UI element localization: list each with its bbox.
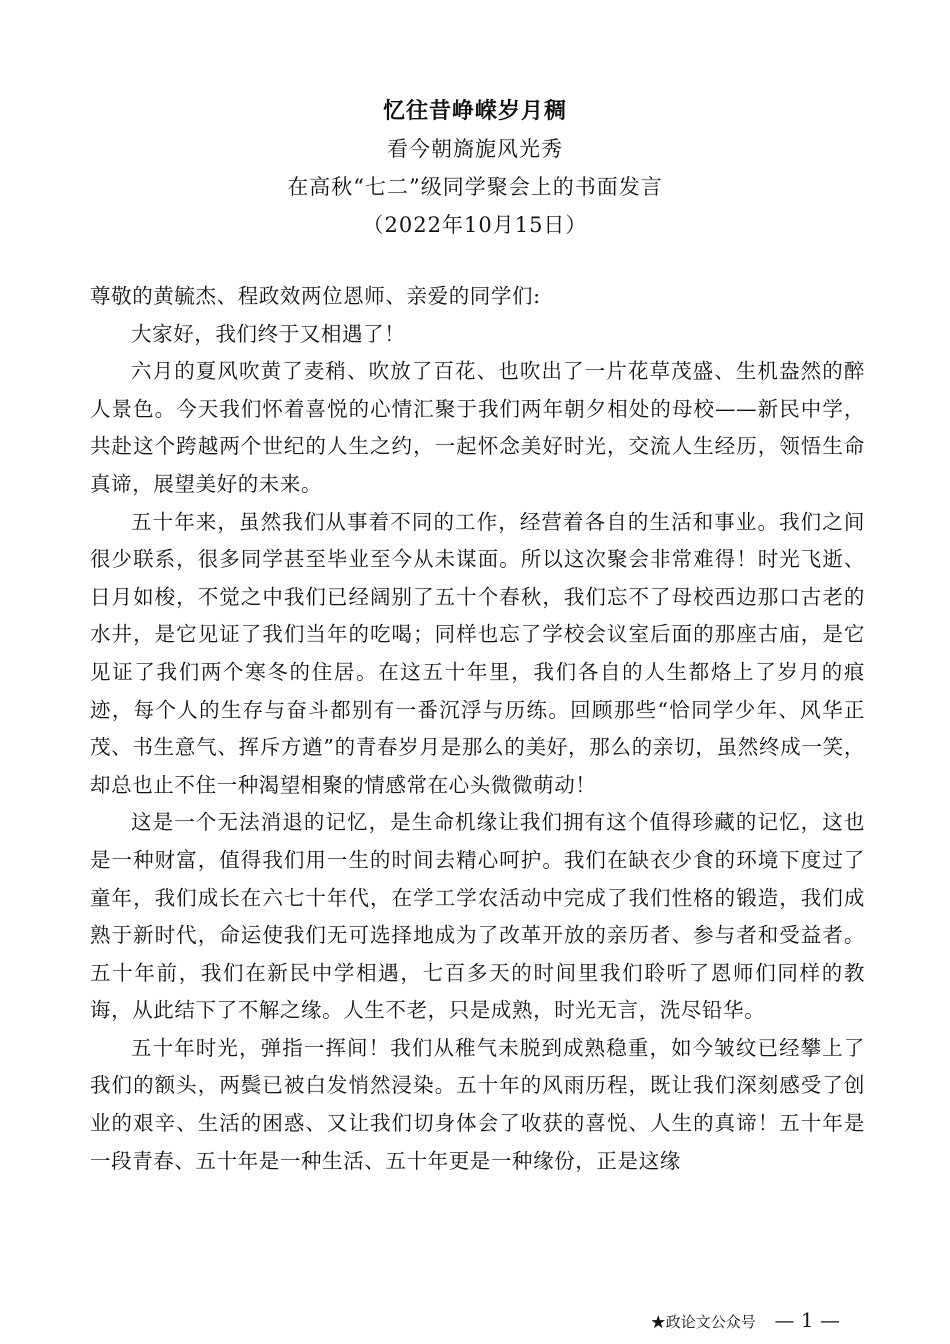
paragraph-fifty-years: 五十年来，虽然我们从事着不同的工作，经营着各自的生活和事业。我们之间很少联系，很多同学甚至毕业至今从未谋面。所以这次聚会非常难得！时光飞逝、日月如梭，不觉之中我们已经阔别了五十个春秋，我们忘不了母校西边那口古老的水井，是它见证了我们当年的吃喝；同样也忘了学校会议室后面的那座古庙，是它见证了我们两个寒冬的住居。在这五十年里，我们各自的人生都烙上了岁月的痕迹，每个人的生存与奋斗都别有一番沉浮与历练。回顾那些“恰同学少年、风华正茂、书生意气、挥斥方遒”的青春岁月是那么的美好，那么的亲切，虽然终成一笑，却总也止不住一种渴望相聚的情感常在心头微微萌动！ <box>90 509 865 797</box>
paragraph-time: 五十年时光，弹指一挥间！我们从稚气未脱到成熟稳重，如今皱纹已经攀上了我们的额头，两鬓已被白发悄然浸染。五十年的风雨历程，既让我们深刻感受了创业的艰辛、生活的困惑、又让我们切身体会了收获的喜悦、人生的真谛！五十年是一段青春、五十年是一种生活、五十年更是一种缘份，正是这缘 <box>90 1035 865 1173</box>
date-line: （2022年10月15日） <box>362 213 588 237</box>
footer-source: ★政论文公众号 <box>650 1313 756 1331</box>
paragraph-greeting: 大家好，我们终于又相遇了！ <box>131 321 406 346</box>
paragraph-memory: 这是一个无法消退的记忆，是生命机缘让我们拥有这个值得珍藏的记忆，这也是一种财富，值得我们用一生的时间去精心呵护。我们在缺衣少食的环境下度过了童年，我们成长在六七十年代，在学工学农活动中完成了我们性格的锻造，我们成熟于新时代，命运使我们无可选择地成为了改革开放的亲历者、参与者和受益者。五十年前，我们在新民中学相遇，七百多天的时间里我们聆听了恩师们同样的教诲，从此结下了不解之缘。人生不老，只是成熟，时光无言，洗尽铅华。 <box>90 810 865 1023</box>
occasion-line: 在高秋“七二”级同学聚会上的书面发言 <box>287 175 663 199</box>
paragraph-summer: 六月的夏风吹黄了麦稍、吹放了百花、也吹出了一片花草茂盛、生机盎然的醉人景色。今天我们怀着喜悦的心情汇聚于我们两年朝夕相处的母校——新民中学，共赴这个跨越两个世纪的人生之约，一起怀念美好时光，交流人生经历，领悟生命真谛，展望美好的未来。 <box>90 359 865 496</box>
title-block <box>0 92 950 244</box>
sub-title: 看今朝旖旎风光秀 <box>387 137 563 161</box>
speech-body <box>90 278 865 1180</box>
salutation: 尊敬的黄毓杰、程政效两位恩师、亲爱的同学们: <box>90 284 541 308</box>
page-number: — 1 — <box>774 1308 840 1332</box>
page-footer <box>651 1310 840 1332</box>
main-title: 忆往昔峥嵘岁月稠 <box>382 98 567 124</box>
